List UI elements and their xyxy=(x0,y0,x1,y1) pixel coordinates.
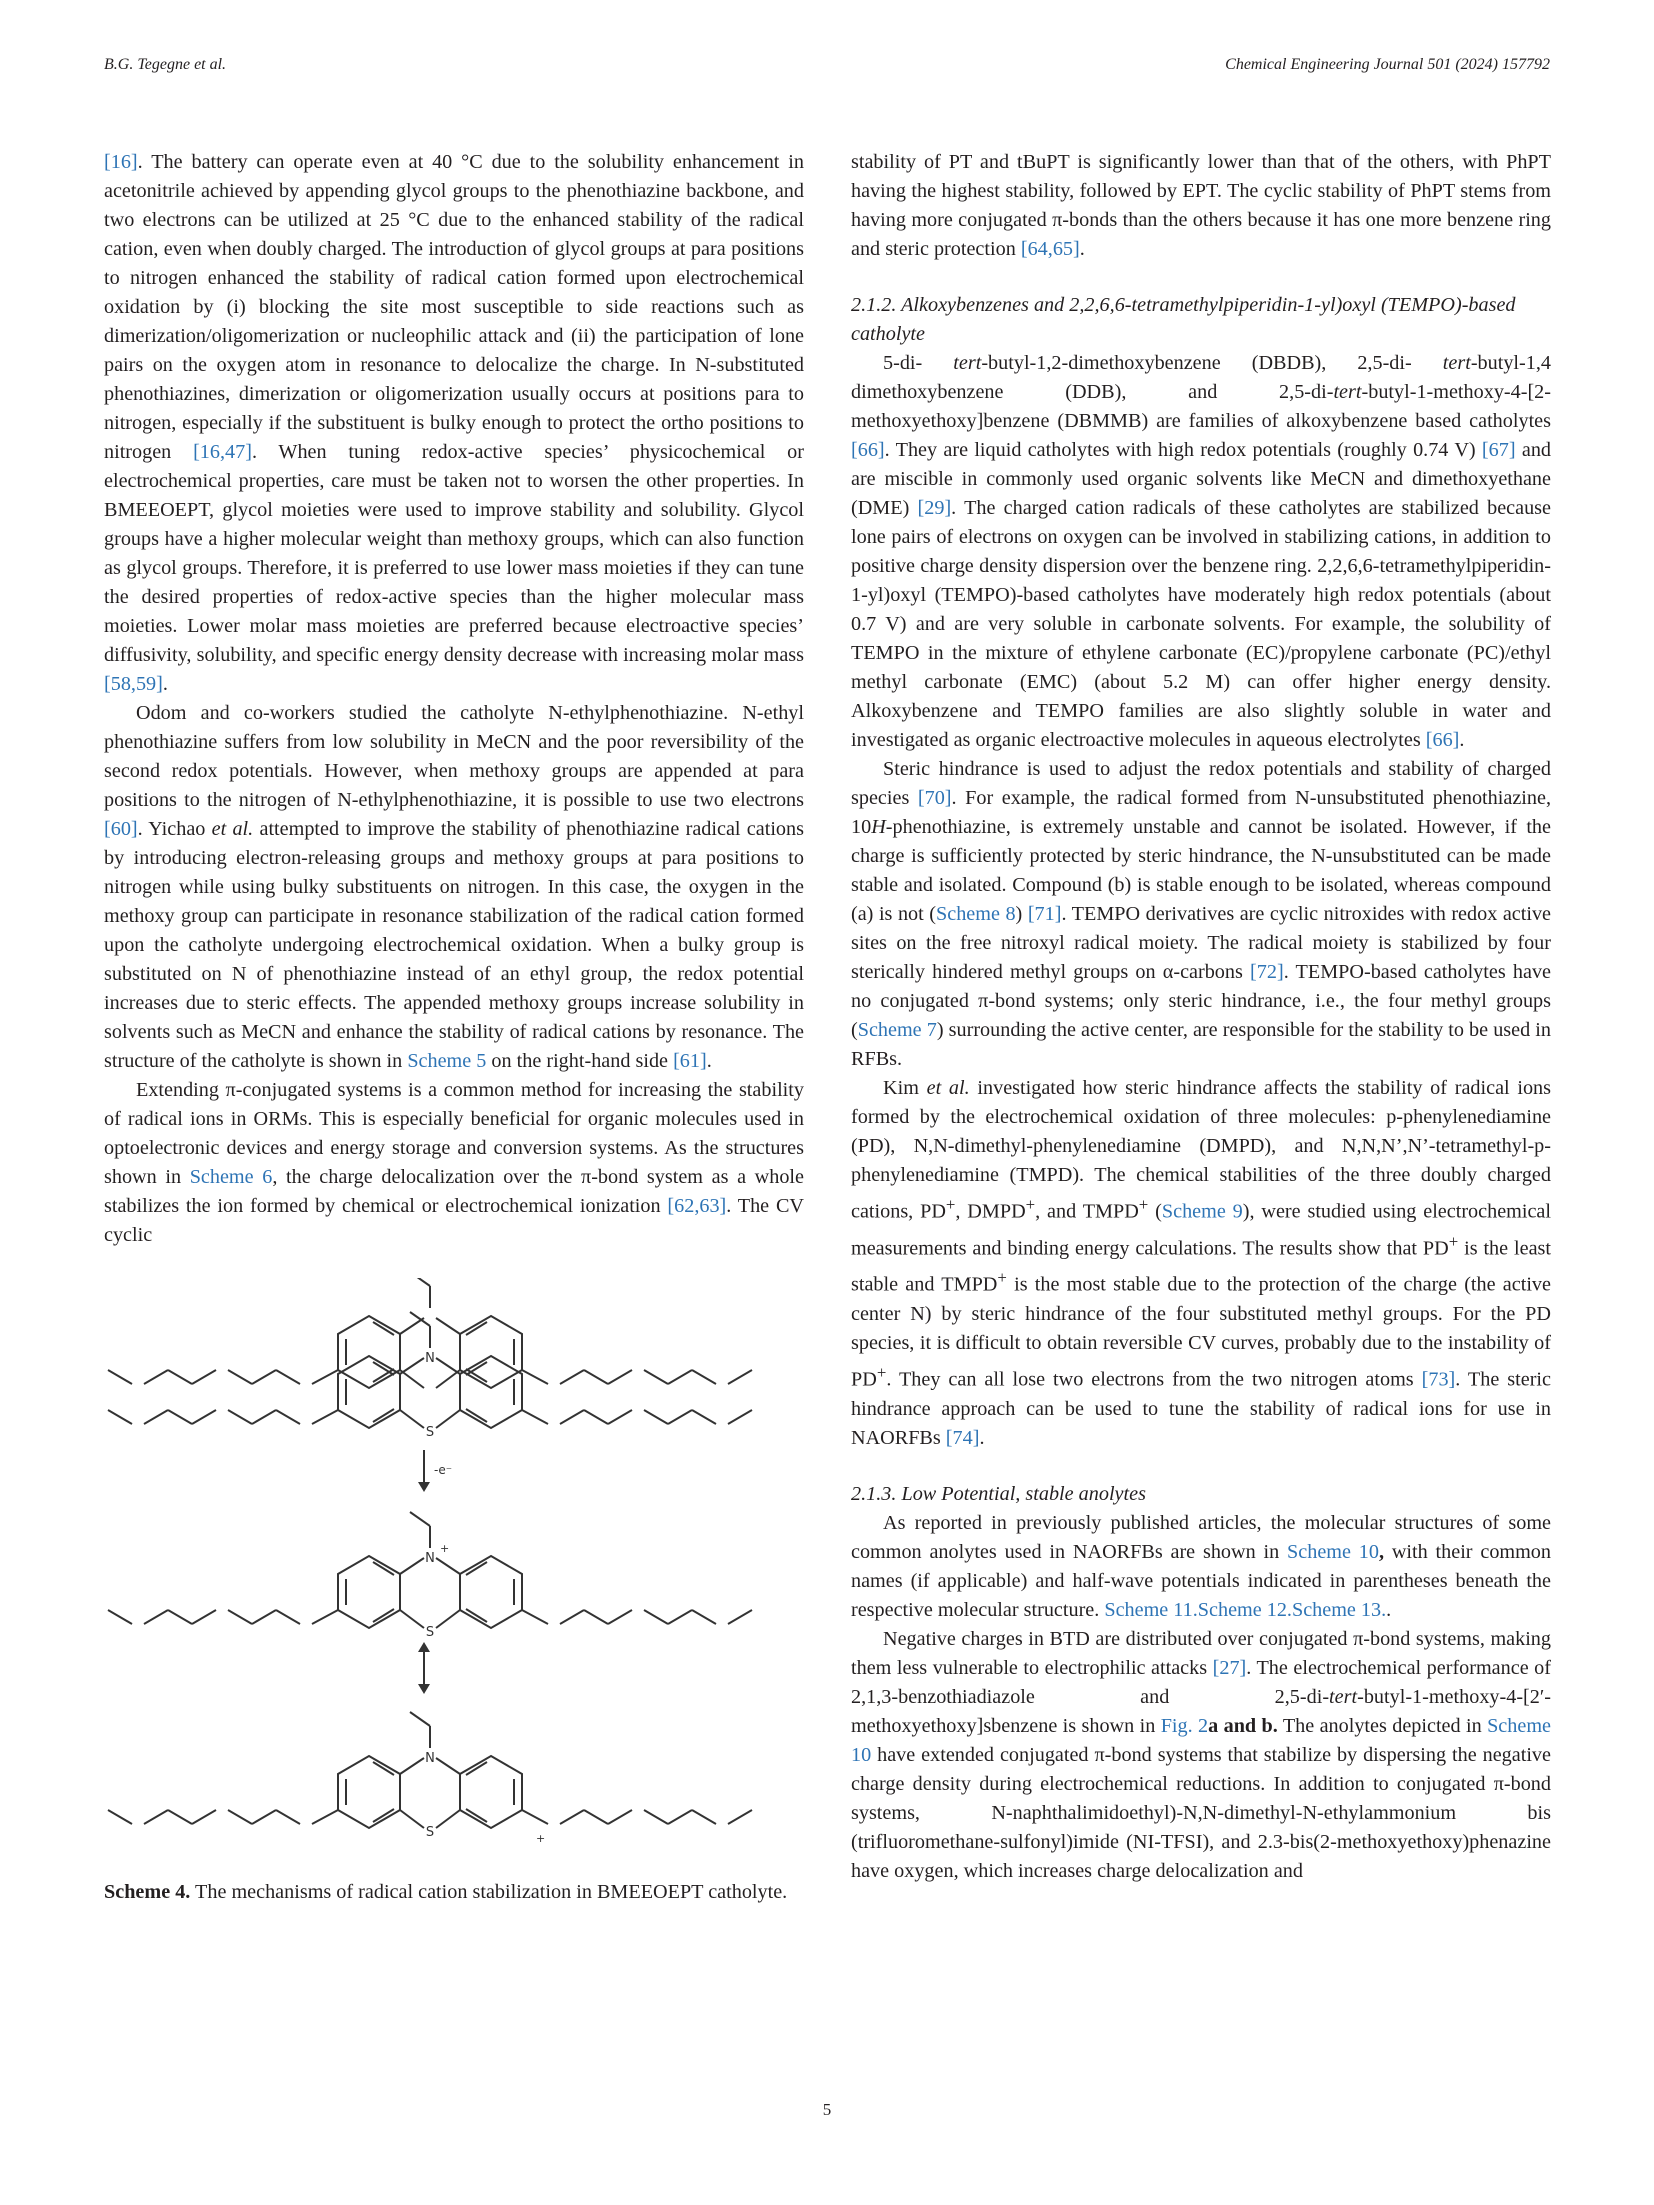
reference-link[interactable]: [74] xyxy=(945,1426,980,1449)
arrowhead xyxy=(418,1642,430,1652)
scheme-link[interactable]: Scheme 8 xyxy=(936,903,1016,925)
paragraph: Odom and co-workers studied the catholyte N-ethylphenothiazine. N-ethyl phenothiazine suffers from low solubility in MeCN and the poor reversibility of the second redox potentials. However, when methoxy groups are appended at para positions to the nitrogen of N-ethylphenothiazine, it is possible to use two electrons [60]. Yichao et al. attempted to improve the stability of phenothiazine radical cations by introducing electron-releasing groups and methoxy groups at para positions to nitrogen while using bulky substituents on nitrogen. In this case, the oxygen in the methoxy group can participate in resonance stabilization of the radical cation formed upon the catholyte undergoing electrochemical oxidation. When a bulky group is substituted on N of phenothiazine instead of an ethyl group, the redox potential increases due to steric effects. The appended methoxy groups increase solubility in solvents such as MeCN and enhance the stability of radical cations by resonance. The structure of the catholyte is shown in Scheme 5 on the right-hand side [61]. xyxy=(104,702,804,1072)
reference-link[interactable]: [73] xyxy=(1421,1368,1456,1391)
paragraph: Negative charges in BTD are distributed over conjugated π-bond systems, making them less vulnerable to electrophilic attacks [27]. The electrochemical performance of 2,1,3-benzothiadiazole and 2,5-di-tert-butyl-1-methoxy-4-[2′-methoxyethoxy]sbenzene is shown in Fig. 2a and b. The anolytes depicted in Scheme 10 have extended conjugated π-bond systems that stabilize by dispersing the negative charge density during electrochemical reductions. In addition to conjugated π-bond systems, N-naphthalimidoethyl)-N,N-dimethyl-N-ethylammonium bis (trifluoromethane-sulfonyl)imide (NI-TFSI), and 2.3-bis(2-methoxyethoxy)phenazine have oxygen, which increases charge delocalization and xyxy=(851,1627,1551,1882)
scheme-4-figure xyxy=(104,1278,804,1878)
running-header-journal: Chemical Engineering Journal 501 (2024) 157792 xyxy=(1225,56,1550,73)
reference-link[interactable]: [70] xyxy=(917,787,952,809)
atom-label: N xyxy=(425,1551,435,1566)
left-column xyxy=(104,148,804,1907)
caption-label: Scheme 4. xyxy=(104,1881,191,1903)
paragraph: stability of PT and tBuPT is significantly lower than that of the others, with PhPT having the highest stability, followed by EPT. The cyclic stability of PhPT stems from having more conjugated π-bonds than the others because it has one more benzene ring and steric protection [64,65]. xyxy=(851,151,1551,260)
reference-link[interactable]: [66] xyxy=(851,439,885,461)
atom-label: N xyxy=(425,1751,435,1766)
section-heading: 2.1.3. Low Potential, stable anolytes xyxy=(851,1482,1146,1505)
reference-link[interactable]: [67] xyxy=(1481,439,1516,461)
scheme-link[interactable]: Scheme 9 xyxy=(1161,1200,1243,1223)
molecule-resonance-form xyxy=(108,1712,752,1845)
reference-link[interactable]: [62,63] xyxy=(667,1195,727,1217)
reference-link[interactable]: [72] xyxy=(1250,961,1284,983)
scheme-link[interactable]: Scheme 10 xyxy=(1287,1540,1379,1563)
paragraph: As reported in previously published articles, the molecular structures of some common anolytes used in NAORFBs are shown in Scheme 10, with their common names (if applicable) and half-wave potentials indicated in parentheses beneath the respective molecular structure. Scheme 11.Scheme 12.Scheme 13.. xyxy=(851,1511,1551,1621)
atom-label: S xyxy=(425,1625,435,1640)
reference-link[interactable]: [61] xyxy=(673,1050,707,1072)
scheme-link[interactable]: Scheme 11.Scheme 12.Scheme 13. xyxy=(1104,1598,1387,1621)
reference-link[interactable]: [60] xyxy=(104,818,138,840)
reference-link[interactable]: [16,47] xyxy=(193,441,252,463)
paragraph: Steric hindrance is used to adjust the redox potentials and stability of charged species [70]. For example, the radical formed from N-unsubstituted phenothiazine, 10H-phenothiazine, is extremely unstable and cannot be isolated. However, if the charge is sufficiently protected by steric hindrance, the N-unsubstituted can be made stable and isolated. Compound (b) is stable enough to be isolated, whereas compound (a) is not (Scheme 8) [71]. TEMPO derivatives are cyclic nitroxides with redox active sites on the free nitroxyl radical moiety. The radical moiety is stabilized by four sterically hindered methyl groups on α-carbons [72]. TEMPO-based catholytes have no conjugated π-bond systems; only steric hindrance, i.e., the four methyl groups (Scheme 7) surrounding the active center, are responsible for the stability to be used in RFBs. xyxy=(851,758,1552,1070)
atom-label: S xyxy=(425,1825,435,1840)
scheme-link[interactable]: Scheme 7 xyxy=(857,1019,937,1041)
atom-label: N xyxy=(425,1351,435,1366)
right-column xyxy=(851,148,1551,1886)
page-number: 5 xyxy=(822,2100,832,2119)
paragraph: [16]. The battery can operate even at 40 °C due to the solubility enhancement in acetonitrile achieved by appending glycol groups to the phenothiazine backbone, and two electrons can be utilized at 25 °C due to the enhanced stability of the radical cation, even when doubly charged. The introduction of glycol groups at para positions to nitrogen enhanced the stability of radical cation formed upon electrochemical oxidation by (i) blocking the site most susceptible to side reactions such as dimerization/oligomerization or nucleophilic attack and (ii) the participation of lone pairs on the oxygen atom in resonance to delocalize the charge. In N-substituted phenothiazines, dimerization or oligomerization usually occurs at positions para to nitrogen, especially if the substituent is bulky enough to protect the ortho positions to nitrogen [16,47]. When tuning redox-active species’ physicochemical or electrochemical properties, care must be taken not to worsen the other properties. In BMEEOEPT, glycol moieties were used to improve stability and solubility. Glycol groups have a higher molecular weight than methoxy groups, which can also function as glycol groups. Therefore, it is preferred to use lower mass moieties if they can tune the desired properties of redox-active species than the higher molecular mass moieties. Lower molar mass moieties are preferred because electroactive species’ diffusivity, solubility, and specific energy density decrease with increasing molar mass [58,59]. xyxy=(104,151,804,695)
figure-link[interactable]: Fig. 2 xyxy=(1160,1714,1209,1737)
scheme-link[interactable]: Scheme 10 xyxy=(851,1714,1551,1766)
scheme-link[interactable]: Scheme 5 xyxy=(407,1050,487,1072)
arrowhead xyxy=(418,1684,430,1694)
reference-link[interactable]: [29] xyxy=(917,497,952,519)
arrowhead xyxy=(418,1482,430,1492)
scheme-4-structures xyxy=(104,1278,804,1878)
reference-link[interactable]: [71] xyxy=(1027,903,1062,925)
paragraph: Kim et al. investigated how steric hindrance affects the stability of radical ions formed by the electrochemical oxidation of three molecules: p-phenylenediamine (PD), N,N-dimethyl-phenylenediamine (DMPD), and N,N,N’,N’-tetramethyl-p-phenylenediamine (TMPD). The chemical stabilities of the three doubly charged cations, PD+, DMPD+, and TMPD+ (Scheme 9), were studied using electrochemical measurements and binding energy calculations. The results show that PD+ is the least stable and TMPD+ is the most stable due to the protection of the charge (the active center N) by steric hindrance of the four substituted methyl groups. For the PD species, it is difficult to obtain reversible CV curves, probably due to the instability of PD+. They can all lose two electrons from the two nitrogen atoms [73]. The steric hindrance approach can be used to tune the stability of radical ions for use in NAORFBs [74]. xyxy=(851,1077,1552,1449)
charge-label: + xyxy=(440,1542,450,1555)
molecule-radical-cation xyxy=(108,1512,752,1640)
reference-link[interactable]: [16] xyxy=(104,151,138,173)
paragraph: 5-di- tert-butyl-1,2-dimethoxybenzene (DBDB), 2,5-di- tert-butyl-1,4 dimethoxybenzene (DDB), and 2,5-di-tert-butyl-1-methoxy-4-[2-methoxyethoxy]benzene (DBMMB) are families of alkoxybenzene based catholytes [66]. They are liquid catholytes with high redox potentials (roughly 0.74 V) [67] and are miscible in commonly used organic solvents like MeCN and dimethoxyethane (DME) [29]. The charged cation radicals of these catholytes are stabilized because lone pairs of electrons on oxygen can be involved in stabilizing cations, in addition to positive charge density dispersion over the benzene ring. 2,2,6,6-tetramethylpiperidin-1-yl)oxyl (TEMPO)-based catholytes have moderately high redox potentials (about 0.7 V) and are very soluble in carbonate solvents. For example, the solubility of TEMPO in the mixture of ethylene carbonate (EC)/propylene carbonate (PC)/ethyl methyl carbonate (EMC) (about 5.2 M) can offer higher energy density. Alkoxybenzene and TEMPO families are also slightly soluble in water and investigated as organic electroactive molecules in aqueous electrolytes [66]. xyxy=(851,352,1552,751)
arrow-label: -e⁻ xyxy=(434,1463,453,1477)
running-header-authors: B.G. Tegegne et al. xyxy=(104,56,227,73)
charge-label: + xyxy=(536,1832,546,1845)
reference-link[interactable]: [27] xyxy=(1212,1656,1247,1679)
scheme-link[interactable]: Scheme 6 xyxy=(189,1166,273,1188)
figure-caption: Scheme 4. The mechanisms of radical cation stabilization in BMEEOEPT catholyte. xyxy=(104,1881,788,1903)
section-heading: 2.1.2. Alkoxybenzenes and 2,2,6,6-tetramethylpiperidin-1-yl)oxyl (TEMPO)-based catholyte xyxy=(851,294,1516,345)
reference-link[interactable]: [64,65] xyxy=(1020,238,1080,260)
reference-link[interactable]: [58,59] xyxy=(104,673,163,695)
reference-link[interactable]: [66] xyxy=(1425,729,1460,751)
atom-label: S xyxy=(425,1425,435,1440)
paragraph: Extending π-conjugated systems is a common method for increasing the stability of radical ions in ORMs. This is especially beneficial for organic molecules used in optoelectronic devices and energy storage and conversion systems. As the structures shown in Scheme 6, the charge delocalization over the π-bond system as a whole stabilizes the ion formed by chemical or electrochemical ionization [62,63]. The CV cyclic xyxy=(104,1079,805,1246)
